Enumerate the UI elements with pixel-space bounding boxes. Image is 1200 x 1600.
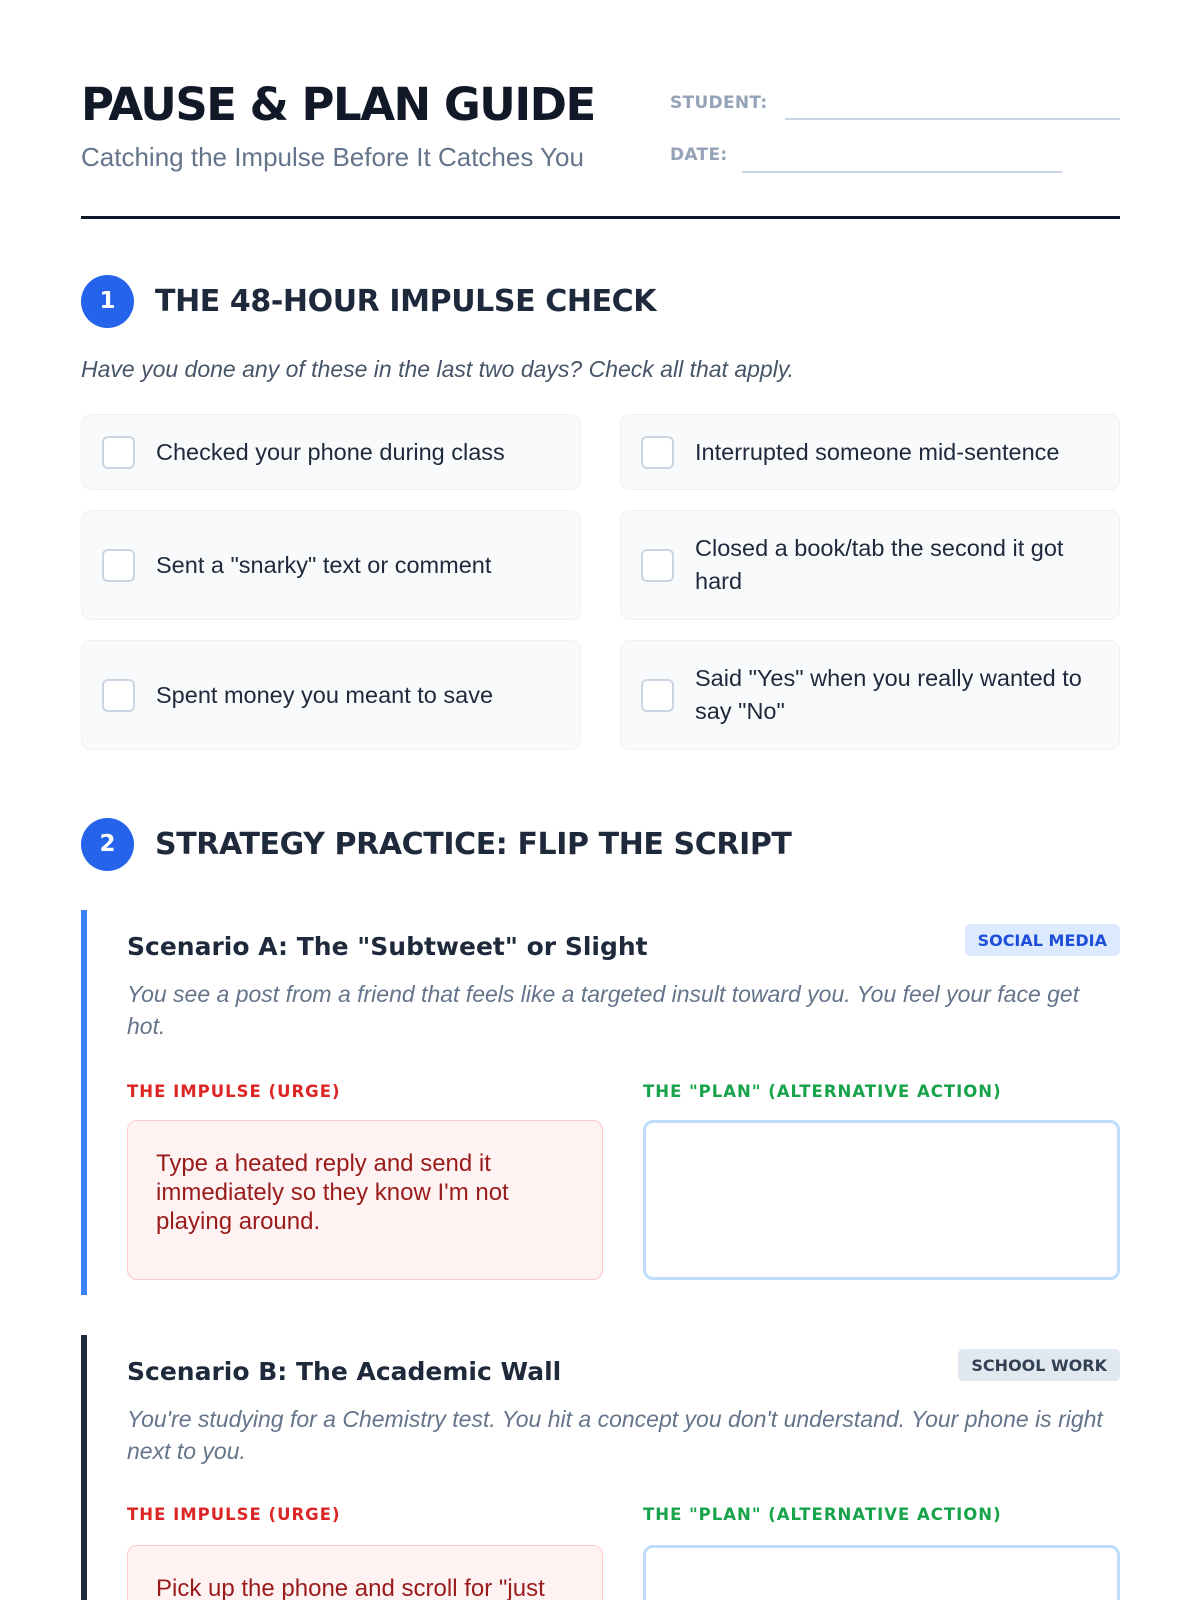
impulse-label: THE IMPULSE (URGE) [127, 1082, 341, 1101]
page-title: PAUSE & PLAN GUIDE [81, 78, 595, 131]
scenario-title: Scenario B: The Academic Wall [127, 1357, 562, 1386]
impulse-text: Pick up the phone and scroll for "just [127, 1545, 603, 1600]
impulse-text: Type a heated reply and send it immediately so they know I'm not playing around. [127, 1120, 603, 1280]
checklist-item[interactable] [81, 510, 581, 620]
checklist-item[interactable] [620, 640, 1120, 750]
section-2-heading [81, 817, 792, 871]
checkbox[interactable] [102, 679, 135, 712]
checkbox[interactable] [641, 549, 674, 582]
scenario-card [81, 910, 1120, 1295]
header-divider [81, 216, 1120, 219]
checklist-item-label: Interrupted someone mid-sentence [695, 438, 1060, 465]
checklist-item-label: Spent money you meant to save [156, 681, 494, 708]
section-title: STRATEGY PRACTICE: FLIP THE SCRIPT [155, 826, 792, 862]
category-tag: SOCIAL MEDIA [965, 924, 1120, 956]
checklist-item-label: Closed a book/tab the second it got hard [695, 535, 1064, 594]
checklist-item-label: Said "Yes" when you really wanted to say "No" [695, 665, 1082, 724]
impulse-label: THE IMPULSE (URGE) [127, 1505, 341, 1524]
checkbox[interactable] [102, 549, 135, 582]
checklist-item[interactable] [620, 414, 1120, 490]
student-name-field[interactable] [785, 118, 1120, 120]
page-subtitle: Catching the Impulse Before It Catches You [81, 142, 584, 172]
scenario-card [81, 1335, 1120, 1600]
date-label: DATE: [670, 145, 728, 165]
checkbox[interactable] [641, 436, 674, 469]
scenario-description: You see a post from a friend that feels like a targeted insult toward you. You feel your face get hot. [127, 981, 1080, 1039]
student-label: STUDENT: [670, 93, 768, 113]
plan-input[interactable] [643, 1545, 1120, 1600]
checkbox[interactable] [102, 436, 135, 469]
plan-label: THE "PLAN" (ALTERNATIVE ACTION) [643, 1082, 1002, 1101]
section-1-heading [81, 274, 656, 328]
checklist-item-label: Checked your phone during class [156, 438, 505, 465]
section-number-badge: 2 [81, 818, 134, 871]
checkbox[interactable] [641, 679, 674, 712]
plan-label: THE "PLAN" (ALTERNATIVE ACTION) [643, 1505, 1002, 1524]
category-tag: SCHOOL WORK [958, 1349, 1120, 1381]
scenario-description: You're studying for a Chemistry test. You hit a concept you don't understand. Your phone is right next to you. [127, 1406, 1103, 1464]
checklist-item[interactable] [620, 510, 1120, 620]
checklist-item[interactable] [81, 414, 581, 490]
checklist-instructions: Have you done any of these in the last two days? Check all that apply. [81, 356, 794, 382]
scenario-title: Scenario A: The "Subtweet" or Slight [127, 932, 648, 961]
section-title: THE 48-HOUR IMPULSE CHECK [155, 283, 657, 319]
checklist-item-label: Sent a "snarky" text or comment [156, 551, 492, 578]
plan-input[interactable] [643, 1120, 1120, 1280]
worksheet-header [81, 78, 1120, 220]
checklist-item[interactable] [81, 640, 581, 750]
section-number-badge: 1 [81, 275, 134, 328]
scenario-accent-bar [81, 910, 87, 1295]
date-field[interactable] [742, 171, 1062, 173]
scenario-accent-bar [81, 1335, 87, 1600]
